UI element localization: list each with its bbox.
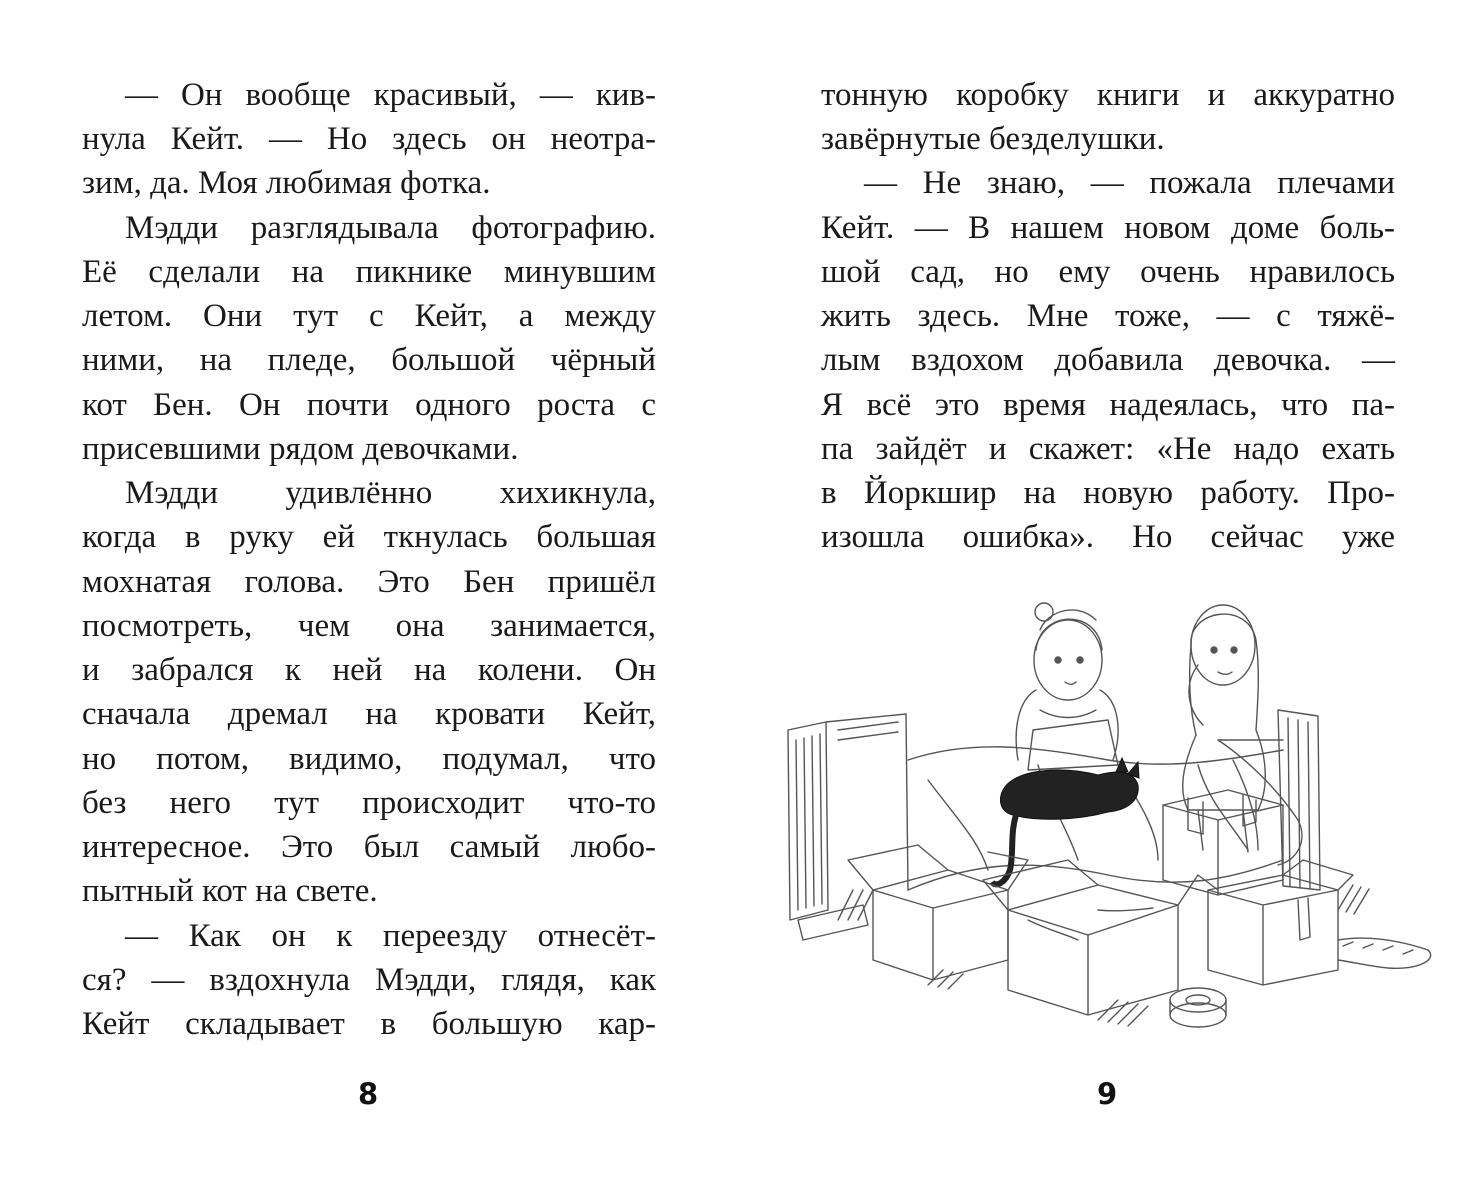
text-line: Кейт. — В нашем новом доме боль-: [821, 210, 1395, 246]
text-line: тонную коробку книги и аккуратно: [821, 77, 1395, 113]
text-line: кот Бен. Он почти одного роста с: [82, 387, 656, 423]
text-line: присевшими рядом девочками.: [82, 431, 519, 467]
text-line: и забрался к ней на колени. Он: [82, 652, 656, 688]
text-line: пытный кот на свете.: [82, 873, 378, 909]
illustration-sketch-icon: [778, 590, 1448, 1050]
text-line: когда в руку ей ткнулась большая: [82, 519, 656, 555]
text-line: — Не знаю, — пожала плечами: [864, 165, 1395, 201]
text-line: мохнатая голова. Это Бен пришёл: [82, 564, 656, 600]
text-line: сначала дремал на кровати Кейт,: [82, 696, 656, 732]
page-number: 8: [358, 1077, 379, 1111]
text-line: Мэдди разглядывала фотографию.: [125, 210, 656, 246]
text-line: — Он вообще красивый, — кив-: [125, 77, 656, 113]
text-line: жить здесь. Мне тоже, — с тяжё-: [821, 298, 1395, 334]
text-line: ними, на пледе, большой чёрный: [82, 342, 656, 378]
text-line: посмотреть, чем она занимается,: [82, 608, 656, 644]
text-line: Кейт складывает в большую кар-: [82, 1006, 656, 1042]
left-page: [0, 0, 738, 1182]
text-line: Я всё это время надеялась, что па-: [821, 387, 1395, 423]
text-line: зим, да. Моя любимая фотка.: [82, 165, 491, 201]
text-line: ся? — вздохнула Мэдди, глядя, как: [82, 962, 656, 998]
text-line: лым вздохом добавила девочка. —: [821, 342, 1395, 378]
text-line: завёрнутые безделушки.: [821, 121, 1165, 157]
text-line: па зайдёт и скажет: «Не надо ехать: [821, 431, 1395, 467]
text-line: летом. Они тут с Кейт, а между: [82, 298, 656, 334]
text-line: изошла ошибка». Но сейчас уже: [821, 519, 1395, 555]
illustration: [778, 590, 1448, 1050]
text-line: но потом, видимо, подумал, что: [82, 741, 656, 777]
text-line: Её сделали на пикнике минувшим: [82, 254, 656, 290]
text-line: шой сад, но ему очень нравилось: [821, 254, 1395, 290]
text-line: — Как он к переезду отнесёт-: [125, 918, 656, 954]
right-page: [738, 0, 1477, 1182]
text-line: нула Кейт. — Но здесь он неотра-: [82, 121, 656, 157]
text-line: интересное. Это был самый любо-: [82, 829, 656, 865]
text-line: в Йоркшир на новую работу. Про-: [821, 475, 1395, 511]
text-line: Мэдди удивлённо хихикнула,: [125, 475, 656, 511]
page-number: 9: [1097, 1077, 1118, 1111]
text-line: без него тут происходит что-то: [82, 785, 656, 821]
